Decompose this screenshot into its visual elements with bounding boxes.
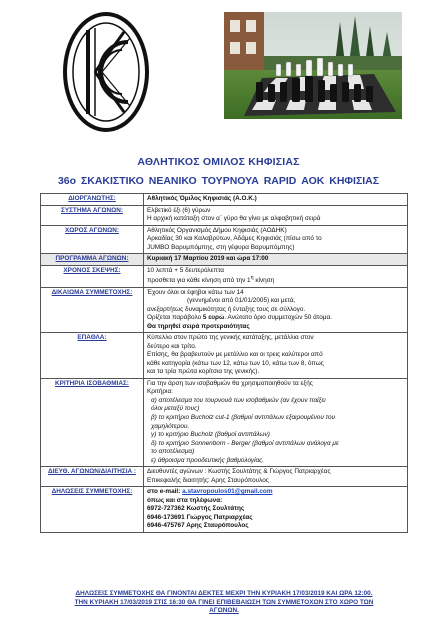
row-venue bbox=[41, 225, 408, 254]
row-tiebreak bbox=[41, 378, 408, 466]
label-system: ΣΥΣΤΗΜΑ ΑΓΩΝΩΝ: bbox=[41, 205, 144, 225]
row-eligibility bbox=[41, 287, 408, 333]
value-organizer: Αθλητικός Όμιλος Κηφισιάς (Α.Ο.Κ.) bbox=[144, 194, 408, 206]
row-system bbox=[41, 205, 408, 225]
row-schedule bbox=[41, 254, 408, 266]
footer-notice: ΔΗΛΩΣΕΙΣ ΣΥΜΜΕΤΟΧΗΣ ΘΑ ΓΙΝΟΝΤΑΙ ΔΕΚΤΕΣ ΜΕΧΡΙ ΤΗΝ ΚΥΡΙΑΚΗ 17/03/2019 ΚΑΙ ΩΡΑ 12:00. ΤΗΝ ΚΥΡΙΑΚΗ 17/03/2019 ΣΤΙΣ 16:30 ΘΑ ΓΙΝΕΙ ΕΠΙΒΕΒΑΙΩΣΗ ΤΩΝ ΣΥΜΜΕΤΟΧΩΝ ΣΤΟ ΧΩΡΟ ΤΩΝ ΑΓΩΝΩΝ. bbox=[74, 590, 374, 615]
value-time-control: 10 λεπτά + 5 δευτερόλεπτα προσθετα για κάθε κίνηση από την $1^\eta$ κίνηση bbox=[144, 265, 408, 287]
value-registration: στο e-mail: a.stavropoulos01@gmail.com όπως και στα τηλέφωνα: 6972-727362 Κωστής Σουλτάτης 6946-173691 Γιώργος Πατριαρχέας 6946-475767 Αρης Σταυρόπουλος bbox=[144, 487, 408, 533]
row-prizes bbox=[41, 333, 408, 379]
label-schedule: ΠΡΟΓΡΑΜΜΑ ΑΓΩΝΩΝ: bbox=[41, 254, 144, 266]
info-table bbox=[40, 193, 408, 533]
club-logo bbox=[62, 10, 150, 136]
label-tiebreak: ΚΡΙΤΗΡΙΑ ΙΣΟΒΑΘΜΙΑΣ: bbox=[41, 378, 144, 466]
row-organizer bbox=[41, 194, 408, 206]
value-prizes: Κύπελλο στον πρώτο της γενικής κατάταξης, μετάλλια στον δεύτερο και τρίτο. Επίσης, θα βραβευτούν με μετάλλιο και οι τρεις καλύτεροι από κάθε κατηγορία (κάτω των 12, κάτω των 10, κάτω των 8, όπως και τα τρία πρώτα κορίτσια της γενικής). bbox=[144, 333, 408, 379]
email-link[interactable]: a.stavropoulos01@gmail.com bbox=[182, 488, 273, 496]
value-schedule: Κυριακή 17 Μαρτίου 2019 και ώρα 17:00 bbox=[144, 254, 408, 266]
chess-photo bbox=[224, 12, 402, 119]
label-time-control: ΧΡΟΝΟΣ ΣΚΕΨΗΣ: bbox=[41, 265, 144, 287]
phone-stavropoulos: 6946-475767 Αρης Σταυρόπουλος bbox=[147, 522, 249, 530]
label-prizes: ΕΠΑΘΛΑ: bbox=[41, 333, 144, 379]
value-tiebreak: Για την άρση των ισοβαθμιών θα χρησιμοποιηθούν τα εξής Κριτήρια: α) αποτέλεσμα του τουρνουά των ισοβαθμιών (αν έχουν παίξει όλοι μεταξύ τους) β) το κριτήριο Bucholz cut-1 (βαθμοί αντιπάλων εξαιρουμένου του χαμηλότερου. γ) το κριτήριο Bucholz (βαθμοί αντιπάλων) δ) το κριτήριο Sonnenborn - Berger (βαθμοί αντιπάλων ανάλογα με το αποτέλεσμα) ε) άθροισμα προοδευτικής βαθμολογίας. bbox=[144, 378, 408, 466]
label-venue: ΧΩΡΟΣ ΑΓΩΝΩΝ: bbox=[41, 225, 144, 254]
phone-patriarcheas: 6946-173691 Γιώργος Πατριαρχέας bbox=[147, 513, 253, 521]
tournament-title: 36ο ΣΚΑΚΙΣΤΙΚΟ ΝΕΑΝΙΚΟ ΤΟΥΡΝΟΥΑ RAPID ΑΟΚ ΚΗΦΙΣΙΑΣ bbox=[57, 175, 380, 187]
value-system: Ελβετικό έξι (6) γύρων Η αρχική κατάταξη στον α΄ γύρο θα γίνει με αλφαβητική σειρά bbox=[144, 205, 408, 225]
label-organizer: ΔΙΟΡΓΑΝΩΤΗΣ: bbox=[41, 194, 144, 206]
value-direction: Διευθυντές αγώνων : Κωστής Σουλτάτης & Γιώργος Πατριαρχέας Επικεφαλής διαιτητής: Αρης Σταυρόπουλος bbox=[144, 467, 408, 487]
row-direction bbox=[41, 467, 408, 487]
label-registration: ΔΗΛΩΣΕΙΣ ΣΥΜΜΕΤΟΧΗΣ: bbox=[41, 487, 144, 533]
phone-soultatis: 6972-727362 Κωστής Σουλτάτης bbox=[147, 505, 245, 513]
row-registration bbox=[41, 487, 408, 533]
row-time-control bbox=[41, 265, 408, 287]
club-title: ΑΘΛΗΤΙΚΟΣ ΟΜΙΛΟΣ ΚΗΦΙΣΙΑΣ bbox=[137, 156, 300, 168]
label-direction: ΔΙΕΥΘ. ΑΓΩΝΩΝ/ΔΙΑΙΤΗΣΙΑ : bbox=[41, 467, 144, 487]
value-venue: Αθλητικός Οργανισμός Δήμου Κηφισιάς (ΑΟΔΗΚ) Αρκαδίας 30 και Καλαβρύτων, Αδάμες Κηφισιάς (πίσω από το JUMBO Βαρυμπόμπης, στη γέφυρα Βαρυμπόμπης) bbox=[144, 225, 408, 254]
label-eligibility: ΔΙΚΑΙΩΜΑ ΣΥΜΜΕΤΟΧΗΣ: bbox=[41, 287, 144, 333]
value-eligibility: Έχουν όλοι οι έφηβοι κάτω των 14 (γεννημένοι από 01/01/2005) και μετά, ανεξαρτήτως δυναμικότητας ή ένταξης τους σε σύλλογο. Ορίζεται παράβολο 5 ευρώ. Ανώτατο όριο συμμετοχών 50 άτομα. Θα τηρηθεί σειρά προτεραιότητας bbox=[144, 287, 408, 333]
